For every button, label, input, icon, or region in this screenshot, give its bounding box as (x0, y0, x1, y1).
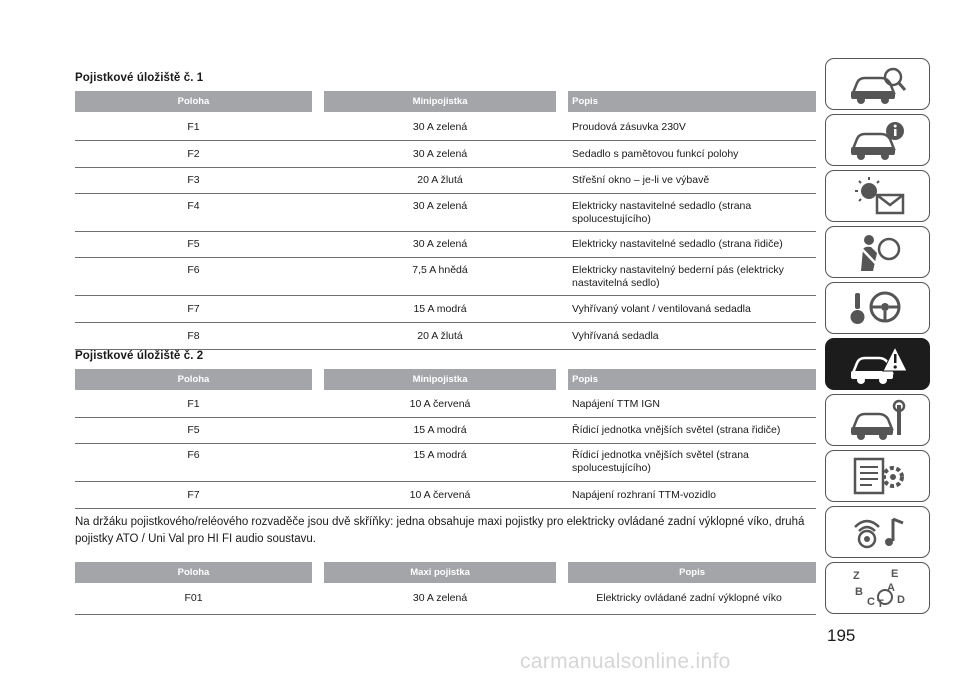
car-maintenance-icon (847, 399, 909, 441)
svg-text:E: E (890, 568, 898, 580)
svg-text:A: A (886, 582, 895, 594)
description-cell: Napájení rozhraní TTM-vozidlo (572, 489, 716, 501)
table-row (75, 482, 816, 509)
fuse-cell: 30 A zelená (412, 148, 468, 160)
column-header-fuse: Maxi pojistka (324, 562, 556, 583)
position-cell: F4 (187, 200, 200, 212)
fuse-cell: 30 A zelená (412, 200, 468, 212)
emergency-car-icon (847, 343, 909, 385)
car-info-icon (847, 119, 909, 161)
description-cell: Napájení TTM IGN (572, 398, 660, 410)
index-icon (847, 567, 909, 609)
svg-text:C: C (866, 596, 875, 608)
controls-steering-wheel-icon (847, 287, 909, 329)
table-row (75, 296, 816, 323)
fuse-cell: 10 A červená (409, 398, 471, 410)
chapter-tab-index[interactable] (825, 562, 930, 614)
table-body (75, 585, 816, 615)
column-header-description: Popis (568, 369, 816, 390)
fuse-cell: 30 A zelená (412, 121, 468, 133)
description-cell: Vyhřívaný volant / ventilovaná sedadla (572, 303, 751, 315)
fuse-table-3 (75, 562, 816, 615)
chapter-tab-multimedia[interactable] (825, 506, 930, 558)
table-row (75, 141, 816, 168)
fuse-cell: 10 A červená (409, 489, 471, 501)
position-cell: F2 (187, 148, 200, 160)
table-row (75, 194, 816, 232)
technical-data-icon (847, 455, 909, 497)
description-cell: Střešní okno – je-li ve výbavě (572, 174, 710, 186)
position-cell: F1 (187, 398, 200, 410)
fuse-table-2 (75, 369, 816, 509)
column-header-position: Poloha (75, 91, 312, 112)
position-cell: F6 (187, 264, 200, 276)
fuse-cell: 20 A žlutá (417, 330, 463, 342)
section-2-title: Pojistkové úložiště č. 2 (75, 350, 204, 362)
car-key-icon (847, 63, 909, 105)
chapter-tab-starting-driving[interactable] (825, 282, 930, 334)
table-row (75, 232, 816, 258)
section-1-title: Pojistkové úložiště č. 1 (75, 72, 204, 84)
multimedia-icon (847, 511, 909, 553)
chapter-tab-emergency[interactable] (825, 338, 930, 390)
position-cell: F6 (187, 449, 200, 461)
description-cell: Elektricky ovládané zadní výklopné víko (596, 592, 782, 604)
column-header-description: Popis (568, 91, 816, 112)
column-header-description: Popis (568, 562, 816, 583)
svg-text:Z: Z (852, 570, 860, 582)
chapter-tab-dashboard[interactable] (825, 114, 930, 166)
chapter-tab-technical-data[interactable] (825, 450, 930, 502)
fuse-cell: 15 A modrá (413, 449, 467, 461)
fuse-cell: 15 A modrá (413, 303, 467, 315)
table-row (75, 323, 816, 350)
position-cell: F1 (187, 121, 200, 133)
table-row (75, 392, 816, 418)
watermark: carmanualsonline.info (520, 650, 731, 673)
description-cell: Řídicí jednotka vnějších světel (strana řidiče) (572, 424, 781, 436)
description-cell: Elektricky nastavitelný bederní pás (elektricky nastavitelná sedlo) (572, 264, 784, 289)
fuse-cell: 7,5 A hnědá (412, 264, 468, 276)
description-cell: Řídicí jednotka vnějších světel (strana spolucestujícího) (572, 449, 749, 474)
svg-text:B: B (854, 586, 863, 598)
airbag-seatbelt-icon (847, 231, 909, 273)
fuse-cell: 30 A zelená (412, 238, 468, 250)
table-body (75, 114, 816, 350)
table-row (75, 444, 816, 482)
table-row (75, 114, 816, 141)
fuse-cell: 15 A modrá (413, 424, 467, 436)
table-header (75, 562, 816, 583)
chapter-tab-warning-lights[interactable] (825, 170, 930, 222)
column-header-fuse: Minipojistka (324, 369, 556, 390)
description-cell: Proudová zásuvka 230V (572, 121, 686, 133)
page-number: 195 (827, 626, 856, 645)
position-cell: F8 (187, 330, 200, 342)
table-row (75, 585, 816, 615)
position-cell: F7 (187, 489, 200, 501)
fuse-cell: 30 A zelená (412, 592, 468, 604)
description-cell: Vyhřívaná sedadla (572, 330, 659, 342)
table-row (75, 168, 816, 194)
position-cell: F3 (187, 174, 200, 186)
position-cell: F5 (187, 238, 200, 250)
fuse-table-1 (75, 91, 816, 350)
description-cell: Elektricky nastavitelné sedadlo (strana spolucestujícího) (572, 200, 752, 225)
table-header (75, 91, 816, 112)
column-header-position: Poloha (75, 369, 312, 390)
fuse-cell: 20 A žlutá (417, 174, 463, 186)
chapter-tab-safety[interactable] (825, 226, 930, 278)
description-cell: Elektricky nastavitelné sedadlo (strana řidiče) (572, 238, 783, 250)
svg-text:D: D (896, 594, 905, 606)
warning-light-message-icon (847, 175, 909, 217)
body-paragraph: Na držáku pojistkového/reléového rozvaděče jsou dvě skříňky: jedna obsahuje maxi pojistky pro elektricky ovládané zadní výklopné víko, druhá pojistky ATO / Uni Val pro HI FI audio soustavu. (75, 516, 805, 545)
chapter-tab-servicing[interactable] (825, 394, 930, 446)
column-header-fuse: Minipojistka (324, 91, 556, 112)
table-row (75, 258, 816, 296)
column-header-position: Poloha (75, 562, 312, 583)
chapter-tab-getting-to-know-car[interactable] (825, 58, 930, 110)
position-cell: F5 (187, 424, 200, 436)
table-row (75, 418, 816, 444)
position-cell: F01 (184, 592, 203, 604)
description-cell: Sedadlo s pamětovou funkcí polohy (572, 148, 739, 160)
svg-text:T: T (876, 598, 884, 609)
table-header (75, 369, 816, 390)
table-body (75, 392, 816, 509)
position-cell: F7 (187, 303, 200, 315)
